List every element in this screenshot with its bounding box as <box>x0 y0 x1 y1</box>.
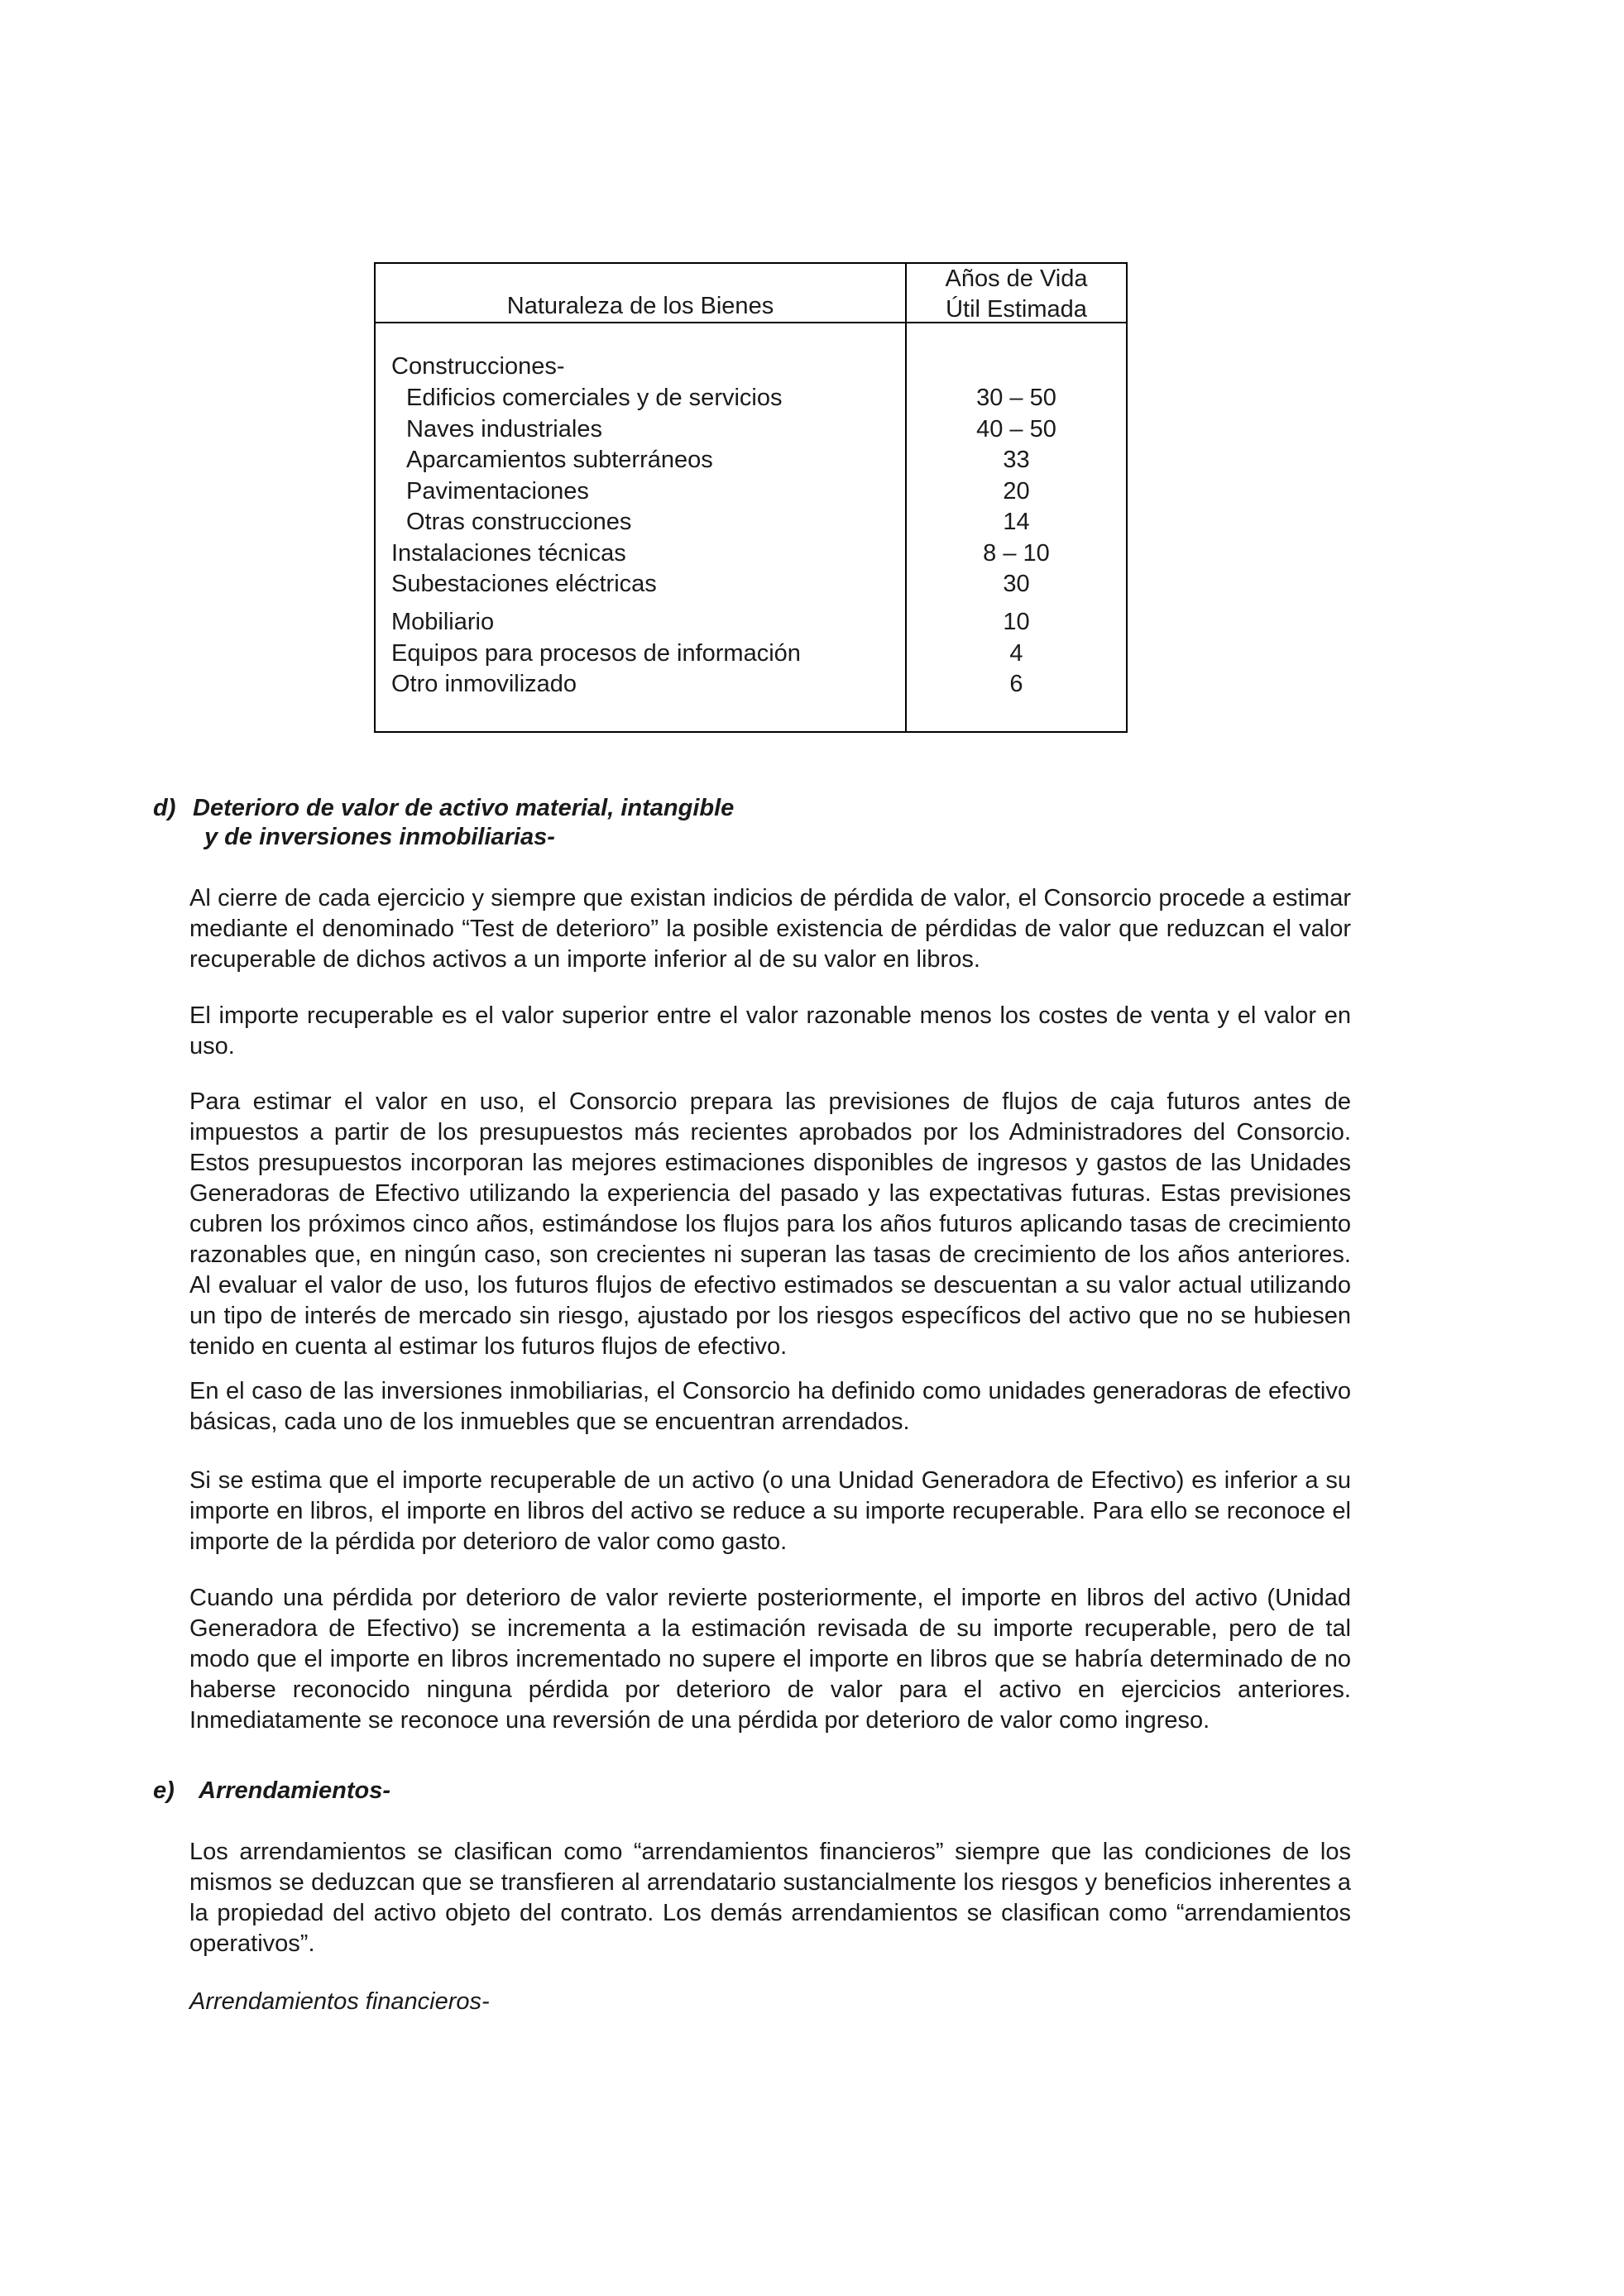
table-row-label: Subestaciones eléctricas <box>391 571 657 597</box>
section-d-paragraph: En el caso de las inversiones inmobiliarias, el Consorcio ha definido como unidades generadoras de efectivo básicas, cada uno de los inmuebles que se encuentran arrendados. <box>189 1378 1351 1435</box>
section-d-paragraph: Si se estima que el importe recuperable de un activo (o una Unidad Generadora de Efectivo) es inferior a su importe en libros, el importe en libros del activo se reduce a su importe recuperable. Para ello se reconoce el importe de la pérdida por deterioro de valor como gasto. <box>189 1467 1351 1555</box>
table-row-label: Naves industriales <box>406 416 602 442</box>
table-row-label: Construcciones- <box>391 353 565 380</box>
header-years <box>907 264 1126 325</box>
section-d-paragraph: El importe recuperable es el valor superior entre el valor razonable menos los costes de venta y el valor en uso. <box>189 1002 1351 1060</box>
table-row-label: Equipos para procesos de información <box>391 640 801 667</box>
section-d-marker: d) <box>153 795 176 821</box>
table-row-label: Otras construcciones <box>406 509 632 535</box>
section-d-paragraph: Para estimar el valor en uso, el Consorcio prepara las previsiones de flujos de caja futuros antes de impuestos a partir de los presupuestos más recientes aprobados por los Administradores del Consorcio. Estos presupuestos incorporan las mejores estimaciones disponibles de ingresos y gastos de las Unidades Generadoras de Efectivo utilizando la experiencia del pasado y las expectativas futuras. Estas previsiones cubren los próximos cinco años, estimándose los flujos para los años futuros aplicando tasas de crecimiento razonables que, en ningún caso, son crecientes ni superan las tasas de crecimiento de los años anteriores. Al evaluar el valor de uso, los futuros flujos de efectivo estimados se descuentan a su valor actual utilizando un tipo de interés de mercado sin riesgo, ajustado por los riesgos específicos del activo que no se hubiesen tenido en cuenta al estimar los futuros flujos de efectivo. <box>189 1088 1351 1360</box>
table-row-label: Instalaciones técnicas <box>391 540 626 567</box>
table-row-label: Edificios comerciales y de servicios <box>406 385 783 411</box>
section-e-marker: e) <box>153 1777 175 1804</box>
header-years-line2: Útil Estimada <box>946 296 1087 323</box>
table-row-label: Pavimentaciones <box>406 478 589 505</box>
table-row-label: Aparcamientos subterráneos <box>406 447 713 473</box>
section-e-title: Arrendamientos- <box>199 1777 391 1804</box>
table-row-value: 33 <box>1003 447 1030 473</box>
header-years-line1: Años de Vida <box>945 265 1088 292</box>
table-row-value: 30 – 50 <box>976 385 1056 411</box>
useful-life-table <box>374 262 1128 733</box>
section-d-title-line1: Deterioro de valor de activo material, intangible <box>193 795 735 821</box>
table-row-value: 10 <box>1003 609 1030 635</box>
table-row-value: 30 <box>1003 571 1030 597</box>
header-nature: Naturaleza de los Bienes <box>506 293 774 319</box>
table-row-label: Otro inmovilizado <box>391 671 577 697</box>
section-d-title-line2: y de inversiones inmobiliarias- <box>204 824 555 850</box>
table-row-label: Mobiliario <box>391 609 495 635</box>
table-row-value: 20 <box>1003 478 1030 505</box>
table-row-value: 8 – 10 <box>983 540 1050 567</box>
section-d-paragraph: Cuando una pérdida por deterioro de valor revierte posteriormente, el importe en libros del activo (Unidad Generadora de Efectivo) se incrementa a la estimación revisada de su importe recuperable, pero de tal modo que el importe en libros incrementado no supere el importe en libros que se habría determinado de no haberse reconocido ninguna pérdida por deterioro de valor para el activo en ejercicios anteriores. Inmediatamente se reconoce una reversión de una pérdida por deterioro de valor como ingreso. <box>189 1585 1351 1734</box>
table-row-value: 4 <box>1009 640 1023 667</box>
section-e-subheading: Arrendamientos financieros- <box>189 1988 490 2015</box>
table-row-value: 40 – 50 <box>976 416 1056 442</box>
section-d-paragraph: Al cierre de cada ejercicio y siempre que existan indicios de pérdida de valor, el Consorcio procede a estimar mediante el denominado “Test de deterioro” la posible existencia de pérdidas de valor que reduzcan el valor recuperable de dichos activos a un importe inferior al de su valor en libros. <box>189 885 1351 973</box>
table-row-value: 14 <box>1003 509 1030 535</box>
section-e-paragraph: Los arrendamientos se clasifican como “arrendamientos financieros” siempre que las condiciones de los mismos se deduzcan que se transfieren al arrendatario sustancialmente los riesgos y beneficios inherentes a la propiedad del activo objeto del contrato. Los demás arrendamientos se clasifican como “arrendamientos operativos”. <box>189 1839 1351 1957</box>
table-row-value: 6 <box>1009 671 1023 697</box>
